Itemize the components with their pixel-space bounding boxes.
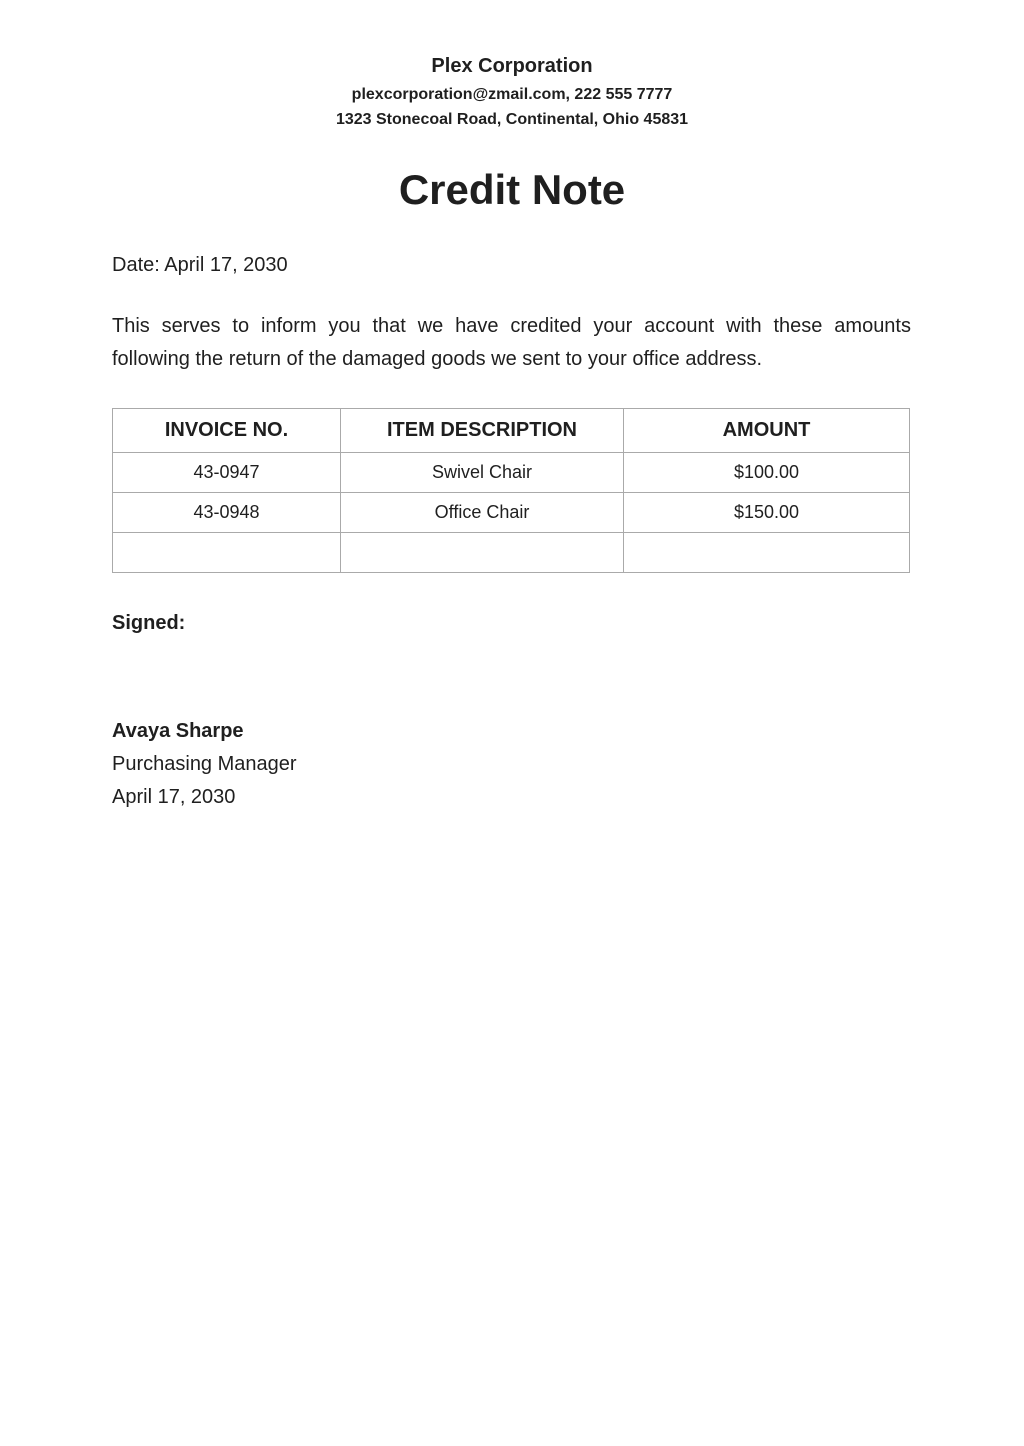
- header-description: ITEM DESCRIPTION: [341, 409, 624, 453]
- table-row: [113, 493, 910, 533]
- credit-table: [112, 408, 910, 573]
- company-name: Plex Corporation: [431, 55, 593, 77]
- cell: 43-0947: [113, 453, 341, 493]
- table-row: [113, 453, 910, 493]
- cell: Swivel Chair: [341, 453, 624, 493]
- table-header-row: [113, 409, 910, 453]
- cell: $150.00: [624, 493, 910, 533]
- body-paragraph: This serves to inform you that we have credited your account with these amounts following the return of the damaged goods we sent to your office address.: [112, 315, 911, 370]
- cell: [113, 533, 341, 573]
- signer-name: Avaya Sharpe: [112, 720, 244, 742]
- table-row: [113, 533, 910, 573]
- signer-role: Purchasing Manager: [112, 753, 297, 775]
- cell: [624, 533, 910, 573]
- cell: Office Chair: [341, 493, 624, 533]
- company-address: 1323 Stonecoal Road, Continental, Ohio 45831: [335, 111, 689, 128]
- signature-date: April 17, 2030: [112, 786, 236, 808]
- cell: 43-0948: [113, 493, 341, 533]
- date: Date: April 17, 2030: [112, 254, 288, 276]
- company-contact: plexcorporation@zmail.com, 222 555 7777: [351, 86, 673, 103]
- page-title: Credit Note: [398, 166, 626, 213]
- cell: $100.00: [624, 453, 910, 493]
- header-invoice: INVOICE NO.: [113, 409, 341, 453]
- cell: [341, 533, 624, 573]
- signed-label: Signed:: [112, 612, 186, 634]
- header-amount: AMOUNT: [624, 409, 910, 453]
